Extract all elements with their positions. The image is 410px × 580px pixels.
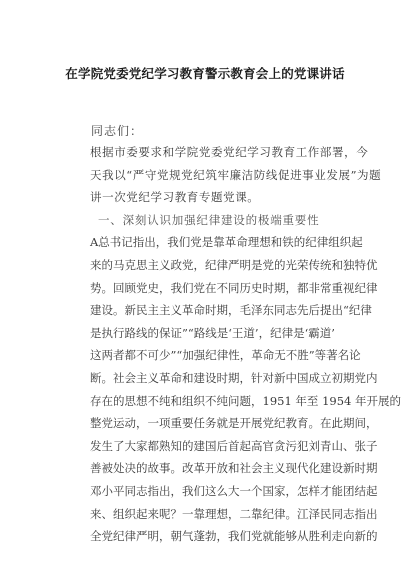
paragraph-line: 根据市委要求和学院党委党纪学习教育工作部署，今	[90, 145, 369, 159]
paragraph-line: 天我以“严守党规党纪筑牢廉洁防线促进事业发展”为题	[90, 167, 382, 182]
paragraph-line: 势。回顾党史，我们党在不同历史时期，都非常重视纪律	[90, 280, 378, 295]
paragraph-line: A总书记指出，我们党是靠革命理想和铁的纪律组织起	[90, 235, 363, 250]
paragraph-line: 来的马克思主义政党，纪律严明是党的光荣传统和独特优	[90, 257, 378, 272]
document-body	[90, 141, 401, 548]
paragraph-line: 全党纪律严明，朝气蓬勃，我们党就能够从胜利走向新的	[90, 529, 378, 544]
paragraph-line: 来、组织起来呢？一靠理想，二靠纪律。江泽民同志指出	[90, 506, 378, 521]
paragraph-line: 是执行路线的保证”“路线是‘王道’，纪律是‘霸道’	[90, 325, 335, 340]
paragraph-line: 邓小平同志指出，我们这么大一个国家，怎样才能团结起	[90, 483, 378, 498]
paragraph-line: 存在的思想不纯和组织不纯问题，1951 年至 1954 年开展的	[90, 393, 401, 408]
document-title: 在学院党委党纪学习教育警示教育会上的党课讲话	[65, 66, 345, 81]
paragraph-line: 建设。新民主主义革命时期，毛泽东同志先后提出“纪律	[90, 303, 372, 318]
paragraph-intro	[90, 141, 382, 209]
salutation: 同志们：	[91, 124, 144, 138]
paragraph-line: 整党运动，一项重要任务就是开展党纪教育。在此期间，	[90, 416, 378, 431]
paragraph-line: 这两者都不可少”“加强纪律性，革命无不胜”等著名论	[90, 348, 361, 363]
paragraph-line: 讲一次党纪学习教育专题党课。	[90, 190, 260, 205]
section-heading: 一、深刻认识加强纪律建设的极端重要性	[98, 212, 320, 227]
paragraph-main	[90, 231, 401, 547]
paragraph-line: 断。社会主义革命和建设时期，针对新中国成立初期党内	[90, 370, 378, 385]
paragraph-line: 善被处决的故事。改革开放和社会主义现代化建设新时期	[90, 461, 378, 476]
paragraph-line: 发生了大家都熟知的建国后首起高官贪污犯刘青山、张子	[90, 438, 378, 453]
